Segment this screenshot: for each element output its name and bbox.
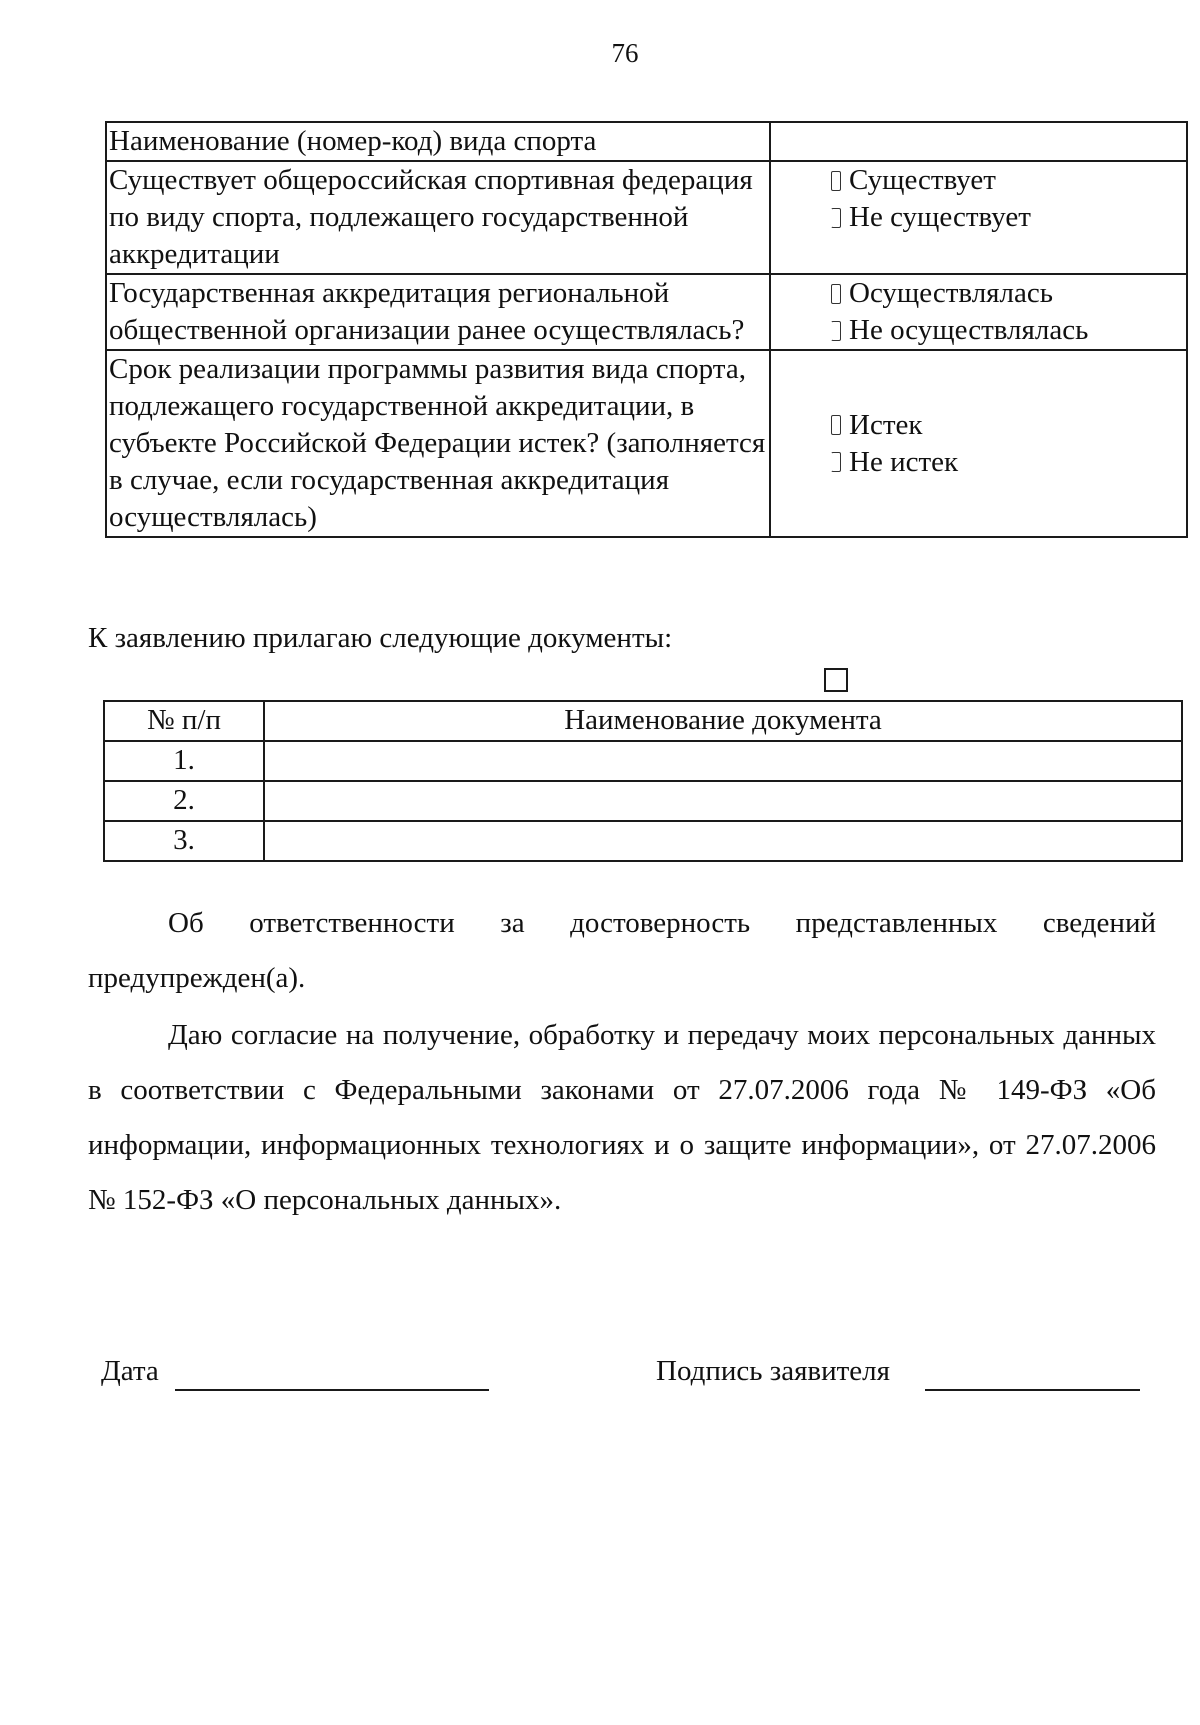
responsibility-text: Об ответственности за достоверность представленных сведений предупрежден(а).: [88, 907, 1156, 994]
date-line[interactable]: [175, 1389, 489, 1391]
option-performed[interactable]: [831, 275, 1186, 312]
program-term-options: [770, 350, 1187, 537]
document-name-field[interactable]: [264, 741, 1182, 781]
checkbox-icon[interactable]: [831, 171, 841, 191]
checkbox-icon[interactable]: [831, 452, 841, 472]
documents-table: [103, 700, 1183, 862]
column-header-name: Наименование документа: [264, 701, 1182, 741]
federation-question: Существует общероссийская спортивная федерация по виду спорта, подлежащего государственной аккредитации: [106, 161, 770, 274]
program-term-question: Срок реализации программы развития вида спорта, подлежащего государственной аккредитации, в субъекте Российской Федерации истек? (заполняется в случае, если государственная аккредитация осуществлялась): [106, 350, 770, 537]
row-number: 3.: [104, 821, 264, 861]
option-label: Не существует: [849, 201, 1031, 233]
table-header-row: [104, 701, 1182, 741]
option-not-exists[interactable]: [831, 199, 1186, 236]
option-not-expired[interactable]: [831, 444, 1186, 481]
table-row: [104, 821, 1182, 861]
option-label: Существует: [849, 164, 996, 196]
consent-paragraph: [88, 1008, 1156, 1228]
table-row: [104, 781, 1182, 821]
info-table: [105, 121, 1188, 538]
column-header-num: № п/п: [104, 701, 264, 741]
date-label: Дата: [101, 1355, 159, 1387]
consent-text: Даю согласие на получение, обработку и передачу моих персональных данных в соответствии с Федеральными законами от 27.07.2006 года № 149-ФЗ «Об информации, информационных технологиях и о защите информации», от 27.07.2006 № 152-ФЗ «О персональных данных».: [88, 1019, 1156, 1216]
checkbox-icon[interactable]: [824, 668, 848, 692]
table-row: [106, 122, 1187, 161]
option-exists[interactable]: [831, 162, 1186, 199]
table-row: [104, 741, 1182, 781]
row-number: 2.: [104, 781, 264, 821]
sport-name-label: Наименование (номер-код) вида спорта: [106, 122, 770, 161]
page-number: 76: [611, 38, 639, 68]
option-label: Не истек: [849, 445, 959, 478]
responsibility-paragraph: [88, 896, 1156, 1006]
document-name-field[interactable]: [264, 781, 1182, 821]
sport-name-field[interactable]: [770, 122, 1187, 161]
accreditation-options: [770, 274, 1187, 350]
checkbox-icon[interactable]: [831, 208, 841, 228]
table-row: [106, 161, 1187, 274]
document-name-field[interactable]: [264, 821, 1182, 861]
accreditation-question: Государственная аккредитация региональной общественной организации ранее осуществлялась?: [106, 274, 770, 350]
checkbox-icon[interactable]: [831, 321, 841, 341]
option-expired[interactable]: [831, 407, 1186, 444]
checkbox-icon[interactable]: [831, 415, 841, 435]
option-not-performed[interactable]: [831, 312, 1186, 349]
checkbox-icon[interactable]: [831, 284, 841, 304]
option-label: Осуществлялась: [849, 277, 1053, 309]
table-row: [106, 350, 1187, 537]
row-number: 1.: [104, 741, 264, 781]
option-label: Не осуществлялась: [849, 314, 1089, 346]
signature-line[interactable]: [925, 1389, 1140, 1391]
documents-intro: К заявлению прилагаю следующие документы:: [88, 622, 673, 654]
table-row: [106, 274, 1187, 350]
federation-options: [770, 161, 1187, 274]
option-label: Истек: [849, 408, 923, 441]
signature-label: Подпись заявителя: [656, 1355, 890, 1387]
